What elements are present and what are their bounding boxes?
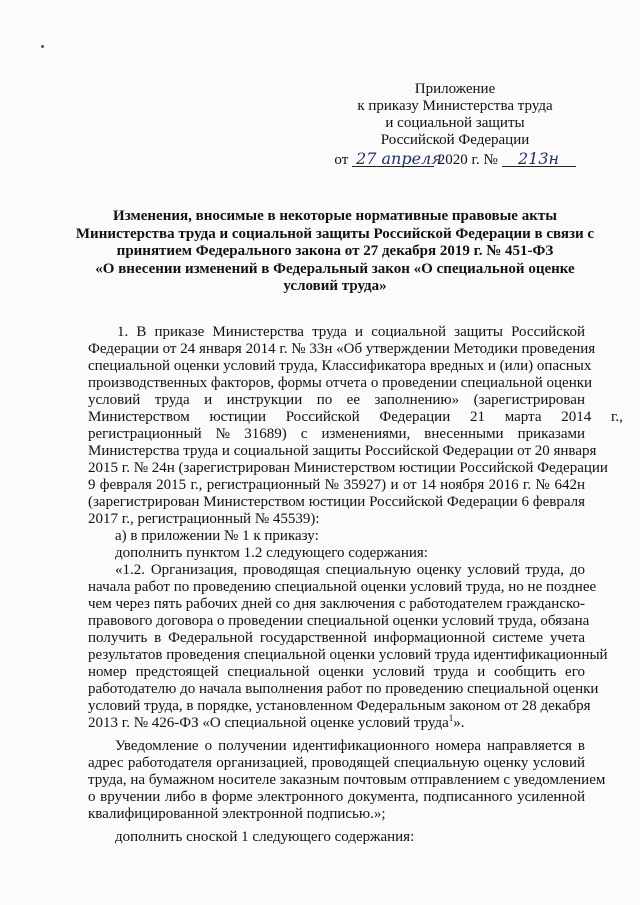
order-date-line — [330, 149, 580, 169]
text-line: «1.2. Организация, проводящая специальную оценку условий труда, до — [115, 562, 585, 578]
text-line: номер предстоящей специальной оценки условий труда и сообщить его — [88, 664, 585, 680]
appendix-line: Российской Федерации — [380, 132, 530, 148]
text-line — [88, 715, 585, 732]
text-line: труда, на бумажном носителе заказным почтовым отправлением с уведомлением — [88, 772, 606, 788]
handwritten-date: 27 апреля — [352, 152, 434, 167]
text-line: Министерства труда и социальной защиты Российской Федерации от 20 января — [88, 443, 597, 459]
text-line: специальной оценки условий труда, Классификатора вредных и (или) опасных — [88, 358, 592, 374]
document-title — [74, 208, 596, 296]
add-footnote-line: дополнить сноской 1 следующего содержания: — [115, 829, 415, 845]
add-point-line: дополнить пунктом 1.2 следующего содержания: — [115, 545, 428, 561]
title-line: «О внесении изменений в Федеральный закон «О специальной оценке — [95, 260, 575, 277]
title-line: Министерства труда и социальной защиты Российской Федерации в связи с — [75, 225, 595, 242]
item-a: а) в приложении № 1 к приказу: — [115, 528, 319, 544]
text-line: Уведомление о получении идентификационного номера направляется в — [115, 738, 585, 754]
text-line: (зарегистрирован Министерством юстиции Российской Федерации 6 февраля — [88, 494, 585, 510]
text-line: начала работ по проведению специальной оценки условий труда, но не позднее — [88, 579, 597, 595]
text-line: работодателю до начала выполнения работ по проведению специальной оценки — [88, 681, 599, 697]
date-prefix: от — [334, 152, 349, 168]
title-line: Изменения, вносимые в некоторые нормативные правовые акты — [113, 208, 557, 224]
paragraph-1 — [88, 324, 623, 528]
title-line: условий труда» — [283, 278, 387, 294]
appendix-line: и социальной защиты — [385, 115, 525, 131]
text-line: Министерством юстиции Российской Федерации 21 марта 2014 г., — [88, 409, 623, 425]
appendix-header — [330, 81, 580, 169]
order-year: 2020 г. № — [437, 152, 498, 168]
text-line: правового договора о проведении специальной оценки условий труда, обязана — [88, 613, 590, 629]
paragraph-2 — [88, 562, 608, 732]
appendix-line: к приказу Министерства труда — [357, 98, 553, 114]
text-fragment: ». — [453, 715, 465, 731]
text-line: адрес работодателя организацией, проводящей специальную оценку условий — [88, 755, 585, 771]
text-line: 1. В приказе Министерства труда и социальной защиты Российской — [117, 324, 585, 340]
text-line: производственных факторов, формы отчета о проведении специальной оценки — [88, 375, 593, 391]
text-line: 9 февраля 2015 г., регистрационный № 35927) и от 14 ноября 2016 г. № 642н — [88, 477, 585, 493]
text-line: квалифицированной электронной подписью.»; — [88, 806, 386, 822]
text-line: Федерации от 24 января 2014 г. № 33н «Об утверждении Методики проведения — [88, 341, 596, 357]
text-line: 2015 г. № 24н (зарегистрирован Министерством юстиции Российской Федерации — [88, 460, 608, 476]
handwritten-order-number: 213н — [502, 152, 576, 167]
text-line: условий труда, в порядке, установленном Федеральным законом от 28 декабря — [88, 698, 591, 714]
text-line: чем через пять рабочих дней со дня заключения с работодателем гражданско- — [88, 596, 585, 612]
text-line: о вручении либо в форме электронного документа, подписанного усиленной — [88, 789, 585, 805]
appendix-line: Приложение — [414, 81, 496, 97]
text-line: результатов проведения специальной оценки условий труда идентификационный — [88, 647, 608, 663]
text-line: получить в Федеральной государственной информационной системе учета — [88, 630, 585, 646]
footnote-marker: 1 — [448, 713, 454, 723]
document-body — [88, 324, 623, 846]
paragraph-3 — [88, 738, 606, 823]
text-fragment: 2013 г. № 426-ФЗ «О специальной оценке условий труда — [88, 715, 449, 731]
scan-speck — [41, 45, 44, 48]
title-line: принятием Федерального закона от 27 декабря 2019 г. № 451-ФЗ — [116, 243, 554, 259]
text-line: 2017 г., регистрационный № 45539): — [88, 511, 320, 527]
text-line: условий труда и инструкции по ее заполнению» (зарегистрирован — [88, 392, 585, 408]
text-line: регистрационный № 31689) с изменениями, внесенными приказами — [88, 426, 585, 442]
